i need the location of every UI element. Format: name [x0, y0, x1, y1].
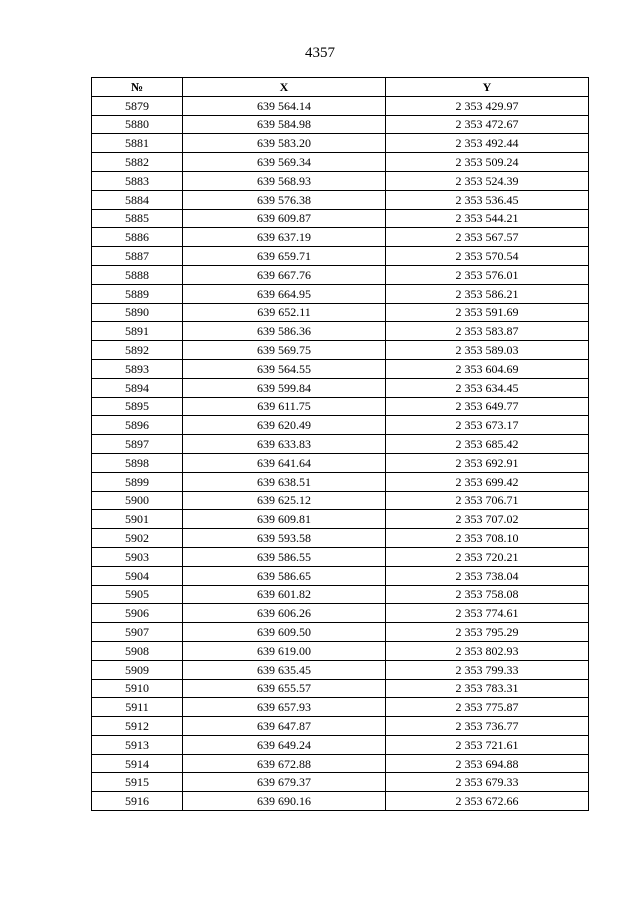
x-coordinate-cell: 639 641.64	[183, 453, 386, 472]
x-coordinate-cell: 639 569.34	[183, 153, 386, 172]
x-coordinate-cell: 639 659.71	[183, 247, 386, 266]
y-coordinate-cell: 2 353 589.03	[386, 341, 589, 360]
y-coordinate-cell: 2 353 583.87	[386, 322, 589, 341]
x-coordinate-cell: 639 625.12	[183, 491, 386, 510]
x-coordinate-cell: 639 620.49	[183, 416, 386, 435]
point-number-cell: 5890	[92, 303, 183, 322]
x-coordinate-cell: 639 619.00	[183, 641, 386, 660]
y-coordinate-cell: 2 353 720.21	[386, 547, 589, 566]
y-coordinate-cell: 2 353 679.33	[386, 773, 589, 792]
point-number-cell: 5894	[92, 378, 183, 397]
point-number-cell: 5881	[92, 134, 183, 153]
point-number-cell: 5891	[92, 322, 183, 341]
point-number-cell: 5904	[92, 566, 183, 585]
y-coordinate-cell: 2 353 795.29	[386, 623, 589, 642]
table-row	[92, 322, 589, 341]
y-coordinate-cell: 2 353 699.42	[386, 472, 589, 491]
table-row	[92, 303, 589, 322]
x-coordinate-cell: 639 690.16	[183, 792, 386, 811]
point-number-cell: 5895	[92, 397, 183, 416]
y-coordinate-cell: 2 353 708.10	[386, 529, 589, 548]
y-coordinate-cell: 2 353 706.71	[386, 491, 589, 510]
x-coordinate-cell: 639 611.75	[183, 397, 386, 416]
x-coordinate-cell: 639 672.88	[183, 754, 386, 773]
y-coordinate-cell: 2 353 567.57	[386, 228, 589, 247]
y-coordinate-cell: 2 353 694.88	[386, 754, 589, 773]
x-coordinate-cell: 639 664.95	[183, 284, 386, 303]
table-row	[92, 773, 589, 792]
x-coordinate-cell: 639 647.87	[183, 717, 386, 736]
table-row	[92, 435, 589, 454]
y-coordinate-cell: 2 353 472.67	[386, 115, 589, 134]
x-coordinate-cell: 639 601.82	[183, 585, 386, 604]
point-number-cell: 5906	[92, 604, 183, 623]
y-coordinate-cell: 2 353 672.66	[386, 792, 589, 811]
x-coordinate-cell: 639 564.14	[183, 96, 386, 115]
y-coordinate-cell: 2 353 673.17	[386, 416, 589, 435]
point-number-cell: 5909	[92, 660, 183, 679]
point-number-cell: 5903	[92, 547, 183, 566]
column-header-y: Y	[386, 78, 589, 97]
table-row	[92, 623, 589, 642]
table-row	[92, 717, 589, 736]
y-coordinate-cell: 2 353 736.77	[386, 717, 589, 736]
x-coordinate-cell: 639 569.75	[183, 341, 386, 360]
table-row	[92, 510, 589, 529]
y-coordinate-cell: 2 353 799.33	[386, 660, 589, 679]
table-row	[92, 341, 589, 360]
x-coordinate-cell: 639 583.20	[183, 134, 386, 153]
point-number-cell: 5912	[92, 717, 183, 736]
table-row	[92, 228, 589, 247]
y-coordinate-cell: 2 353 721.61	[386, 735, 589, 754]
point-number-cell: 5910	[92, 679, 183, 698]
point-number-cell: 5886	[92, 228, 183, 247]
x-coordinate-cell: 639 655.57	[183, 679, 386, 698]
y-coordinate-cell: 2 353 774.61	[386, 604, 589, 623]
y-coordinate-cell: 2 353 544.21	[386, 209, 589, 228]
table-row	[92, 96, 589, 115]
point-number-cell: 5897	[92, 435, 183, 454]
table-row	[92, 171, 589, 190]
table-row	[92, 284, 589, 303]
table-row	[92, 472, 589, 491]
table-row	[92, 679, 589, 698]
table-row	[92, 491, 589, 510]
table-row	[92, 153, 589, 172]
x-coordinate-cell: 639 576.38	[183, 190, 386, 209]
table-row	[92, 529, 589, 548]
y-coordinate-cell: 2 353 576.01	[386, 265, 589, 284]
point-number-cell: 5916	[92, 792, 183, 811]
table-row	[92, 190, 589, 209]
y-coordinate-cell: 2 353 802.93	[386, 641, 589, 660]
x-coordinate-cell: 639 568.93	[183, 171, 386, 190]
point-number-cell: 5883	[92, 171, 183, 190]
y-coordinate-cell: 2 353 707.02	[386, 510, 589, 529]
x-coordinate-cell: 639 586.55	[183, 547, 386, 566]
table-row	[92, 698, 589, 717]
x-coordinate-cell: 639 606.26	[183, 604, 386, 623]
table-row	[92, 134, 589, 153]
y-coordinate-cell: 2 353 429.97	[386, 96, 589, 115]
point-number-cell: 5882	[92, 153, 183, 172]
y-coordinate-cell: 2 353 536.45	[386, 190, 589, 209]
point-number-cell: 5914	[92, 754, 183, 773]
y-coordinate-cell: 2 353 692.91	[386, 453, 589, 472]
column-header-x: X	[183, 78, 386, 97]
y-coordinate-cell: 2 353 758.08	[386, 585, 589, 604]
x-coordinate-cell: 639 652.11	[183, 303, 386, 322]
table-row	[92, 416, 589, 435]
point-number-cell: 5879	[92, 96, 183, 115]
x-coordinate-cell: 639 599.84	[183, 378, 386, 397]
x-coordinate-cell: 639 593.58	[183, 529, 386, 548]
table-row	[92, 585, 589, 604]
point-number-cell: 5884	[92, 190, 183, 209]
table-row	[92, 754, 589, 773]
y-coordinate-cell: 2 353 586.21	[386, 284, 589, 303]
x-coordinate-cell: 639 635.45	[183, 660, 386, 679]
x-coordinate-cell: 639 609.50	[183, 623, 386, 642]
point-number-cell: 5892	[92, 341, 183, 360]
table-row	[92, 397, 589, 416]
table-row	[92, 566, 589, 585]
point-number-cell: 5902	[92, 529, 183, 548]
point-number-cell: 5880	[92, 115, 183, 134]
x-coordinate-cell: 639 679.37	[183, 773, 386, 792]
coordinates-table	[91, 77, 589, 811]
point-number-cell: 5896	[92, 416, 183, 435]
y-coordinate-cell: 2 353 591.69	[386, 303, 589, 322]
point-number-cell: 5898	[92, 453, 183, 472]
point-number-cell: 5905	[92, 585, 183, 604]
page-number: 4357	[305, 45, 335, 61]
x-coordinate-cell: 639 637.19	[183, 228, 386, 247]
x-coordinate-cell: 639 657.93	[183, 698, 386, 717]
x-coordinate-cell: 639 586.36	[183, 322, 386, 341]
point-number-cell: 5893	[92, 359, 183, 378]
y-coordinate-cell: 2 353 783.31	[386, 679, 589, 698]
x-coordinate-cell: 639 564.55	[183, 359, 386, 378]
y-coordinate-cell: 2 353 775.87	[386, 698, 589, 717]
table-row	[92, 209, 589, 228]
table-row	[92, 359, 589, 378]
table-row	[92, 792, 589, 811]
x-coordinate-cell: 639 667.76	[183, 265, 386, 284]
point-number-cell: 5885	[92, 209, 183, 228]
column-header-number: №	[92, 78, 183, 97]
point-number-cell: 5915	[92, 773, 183, 792]
table-row	[92, 265, 589, 284]
y-coordinate-cell: 2 353 604.69	[386, 359, 589, 378]
point-number-cell: 5887	[92, 247, 183, 266]
point-number-cell: 5907	[92, 623, 183, 642]
point-number-cell: 5913	[92, 735, 183, 754]
y-coordinate-cell: 2 353 738.04	[386, 566, 589, 585]
table-row	[92, 735, 589, 754]
x-coordinate-cell: 639 649.24	[183, 735, 386, 754]
y-coordinate-cell: 2 353 492.44	[386, 134, 589, 153]
x-coordinate-cell: 639 584.98	[183, 115, 386, 134]
table-row	[92, 378, 589, 397]
table-row	[92, 115, 589, 134]
point-number-cell: 5911	[92, 698, 183, 717]
y-coordinate-cell: 2 353 524.39	[386, 171, 589, 190]
table-row	[92, 660, 589, 679]
table-header-row	[92, 78, 589, 97]
y-coordinate-cell: 2 353 649.77	[386, 397, 589, 416]
y-coordinate-cell: 2 353 509.24	[386, 153, 589, 172]
table-row	[92, 247, 589, 266]
table-body	[92, 96, 589, 810]
x-coordinate-cell: 639 586.65	[183, 566, 386, 585]
point-number-cell: 5888	[92, 265, 183, 284]
point-number-cell: 5899	[92, 472, 183, 491]
table-row	[92, 547, 589, 566]
point-number-cell: 5889	[92, 284, 183, 303]
point-number-cell: 5901	[92, 510, 183, 529]
point-number-cell: 5908	[92, 641, 183, 660]
y-coordinate-cell: 2 353 570.54	[386, 247, 589, 266]
table-row	[92, 453, 589, 472]
x-coordinate-cell: 639 638.51	[183, 472, 386, 491]
x-coordinate-cell: 639 609.87	[183, 209, 386, 228]
x-coordinate-cell: 639 633.83	[183, 435, 386, 454]
x-coordinate-cell: 639 609.81	[183, 510, 386, 529]
table-row	[92, 641, 589, 660]
y-coordinate-cell: 2 353 685.42	[386, 435, 589, 454]
y-coordinate-cell: 2 353 634.45	[386, 378, 589, 397]
table-row	[92, 604, 589, 623]
point-number-cell: 5900	[92, 491, 183, 510]
